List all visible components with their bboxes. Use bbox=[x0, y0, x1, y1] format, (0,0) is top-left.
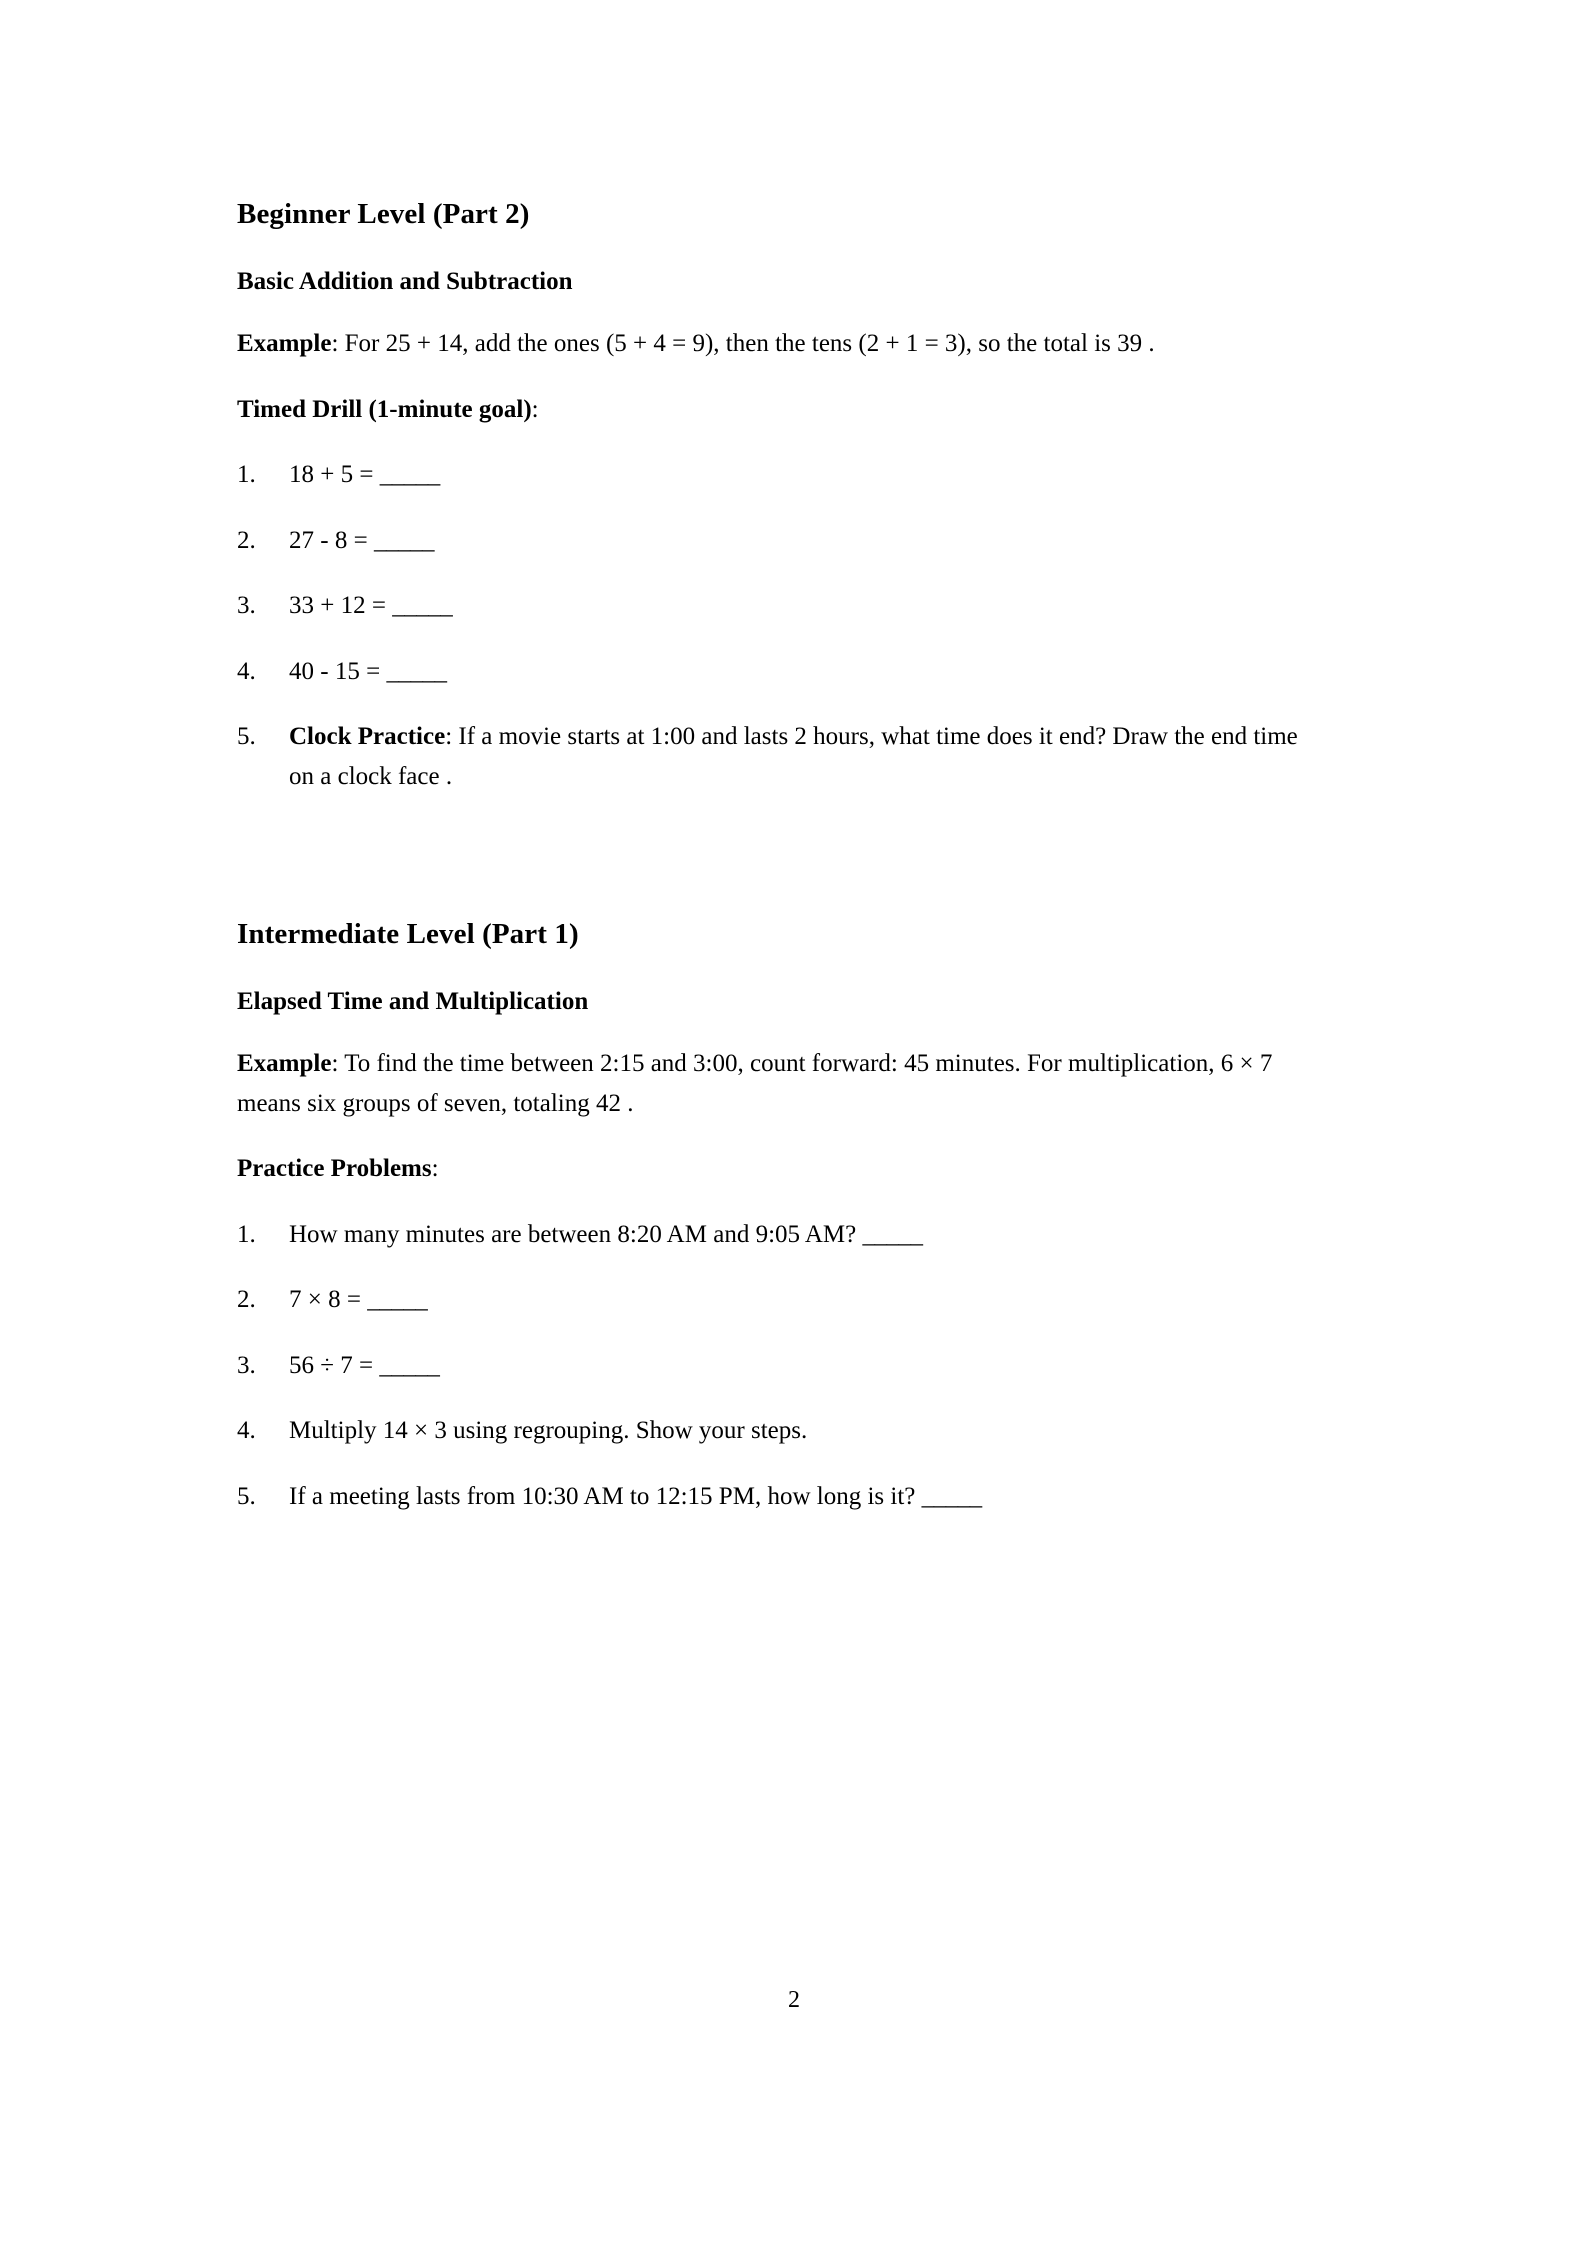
timed-drill-label-bold: Timed Drill (1-minute goal) bbox=[237, 395, 532, 423]
list-item-number: 2. bbox=[237, 526, 256, 554]
list-item bbox=[237, 652, 1327, 692]
list-item-number: 4. bbox=[237, 1417, 256, 1445]
list-item bbox=[237, 521, 1327, 561]
answer-blank[interactable]: _____ bbox=[862, 1220, 923, 1248]
section-title-intermediate: Intermediate Level (Part 1) bbox=[237, 918, 579, 951]
list-item-text: : If a movie starts at 1:00 and lasts 2 hours, what time does it end? Draw the end time on a clock face . bbox=[289, 723, 1298, 790]
list-item bbox=[237, 586, 1327, 626]
list-item-text: 40 - 15 = bbox=[289, 657, 387, 685]
list-item-number: 2. bbox=[237, 1286, 256, 1314]
example-paragraph-beginner bbox=[237, 324, 1327, 364]
spacer bbox=[237, 234, 1327, 266]
list-item-text: 33 + 12 = bbox=[289, 592, 393, 620]
spacer bbox=[237, 1123, 1327, 1149]
section-subtitle-intermediate: Elapsed Time and Multiplication bbox=[237, 987, 589, 1015]
list-item bbox=[237, 455, 1327, 495]
list-item-number: 3. bbox=[237, 592, 256, 620]
answer-blank[interactable]: _____ bbox=[392, 592, 453, 620]
list-item-text: If a meeting lasts from 10:30 AM to 12:15 PM, how long is it? bbox=[289, 1482, 922, 1510]
practice-problems-label bbox=[237, 1149, 1327, 1189]
example-text: : To find the time between 2:15 and 3:00, count forward: 45 minutes. For multiplication, 6 × 7 means six groups of seven, totaling 42 . bbox=[237, 1050, 1273, 1117]
example-text: : For 25 + 14, add the ones (5 + 4 = 9), then the tens (2 + 1 = 3), so the total is 39 . bbox=[331, 330, 1155, 358]
practice-problems-label-bold: Practice Problems bbox=[237, 1155, 432, 1183]
list-item-text: 7 × 8 = bbox=[289, 1286, 368, 1314]
timed-drill-label bbox=[237, 390, 1327, 430]
spacer bbox=[237, 954, 1327, 986]
list-item bbox=[237, 1215, 1327, 1255]
practice-problems-label-colon: : bbox=[431, 1155, 439, 1183]
page-number: 2 bbox=[788, 1987, 800, 2013]
spacer bbox=[237, 298, 1327, 324]
list-item-number: 1. bbox=[237, 461, 256, 489]
spacer bbox=[237, 429, 1327, 455]
list-item-text: 27 - 8 = bbox=[289, 526, 374, 554]
answer-blank[interactable]: _____ bbox=[367, 1286, 428, 1314]
spacer bbox=[237, 1189, 1327, 1215]
list-item-number: 3. bbox=[237, 1351, 256, 1379]
list-item bbox=[237, 1411, 1327, 1451]
list-item-number: 4. bbox=[237, 657, 256, 685]
list-item-bold-lead: Clock Practice bbox=[289, 723, 446, 751]
spacer bbox=[237, 796, 1327, 916]
answer-blank[interactable]: _____ bbox=[379, 1351, 440, 1379]
problem-list-beginner bbox=[237, 455, 1327, 796]
list-item-text: 18 + 5 = bbox=[289, 461, 380, 489]
answer-blank[interactable]: _____ bbox=[921, 1482, 982, 1510]
answer-blank[interactable]: _____ bbox=[379, 461, 440, 489]
list-item bbox=[237, 1477, 1327, 1517]
list-item-text: How many minutes are between 8:20 AM and 9:05 AM? bbox=[289, 1220, 863, 1248]
list-item-number: 5. bbox=[237, 723, 256, 751]
list-item-text: 56 ÷ 7 = bbox=[289, 1351, 380, 1379]
example-paragraph-intermediate bbox=[237, 1044, 1327, 1123]
example-label: Example bbox=[237, 330, 332, 358]
example-label: Example bbox=[237, 1050, 332, 1078]
section-subtitle-beginner: Basic Addition and Subtraction bbox=[237, 267, 573, 295]
answer-blank[interactable]: _____ bbox=[373, 526, 434, 554]
list-item-text: Multiply 14 × 3 using regrouping. Show your steps. bbox=[289, 1417, 808, 1445]
list-item-number: 1. bbox=[237, 1220, 256, 1248]
list-item bbox=[237, 1280, 1327, 1320]
list-item-number: 5. bbox=[237, 1482, 256, 1510]
timed-drill-label-colon: : bbox=[531, 395, 539, 423]
answer-blank[interactable]: _____ bbox=[386, 657, 447, 685]
section-title-beginner: Beginner Level (Part 2) bbox=[237, 198, 530, 230]
problem-list-intermediate bbox=[237, 1215, 1327, 1517]
spacer bbox=[237, 1018, 1327, 1044]
document-content bbox=[237, 196, 1327, 1516]
spacer bbox=[237, 364, 1327, 390]
list-item bbox=[237, 717, 1327, 796]
list-item bbox=[237, 1346, 1327, 1386]
